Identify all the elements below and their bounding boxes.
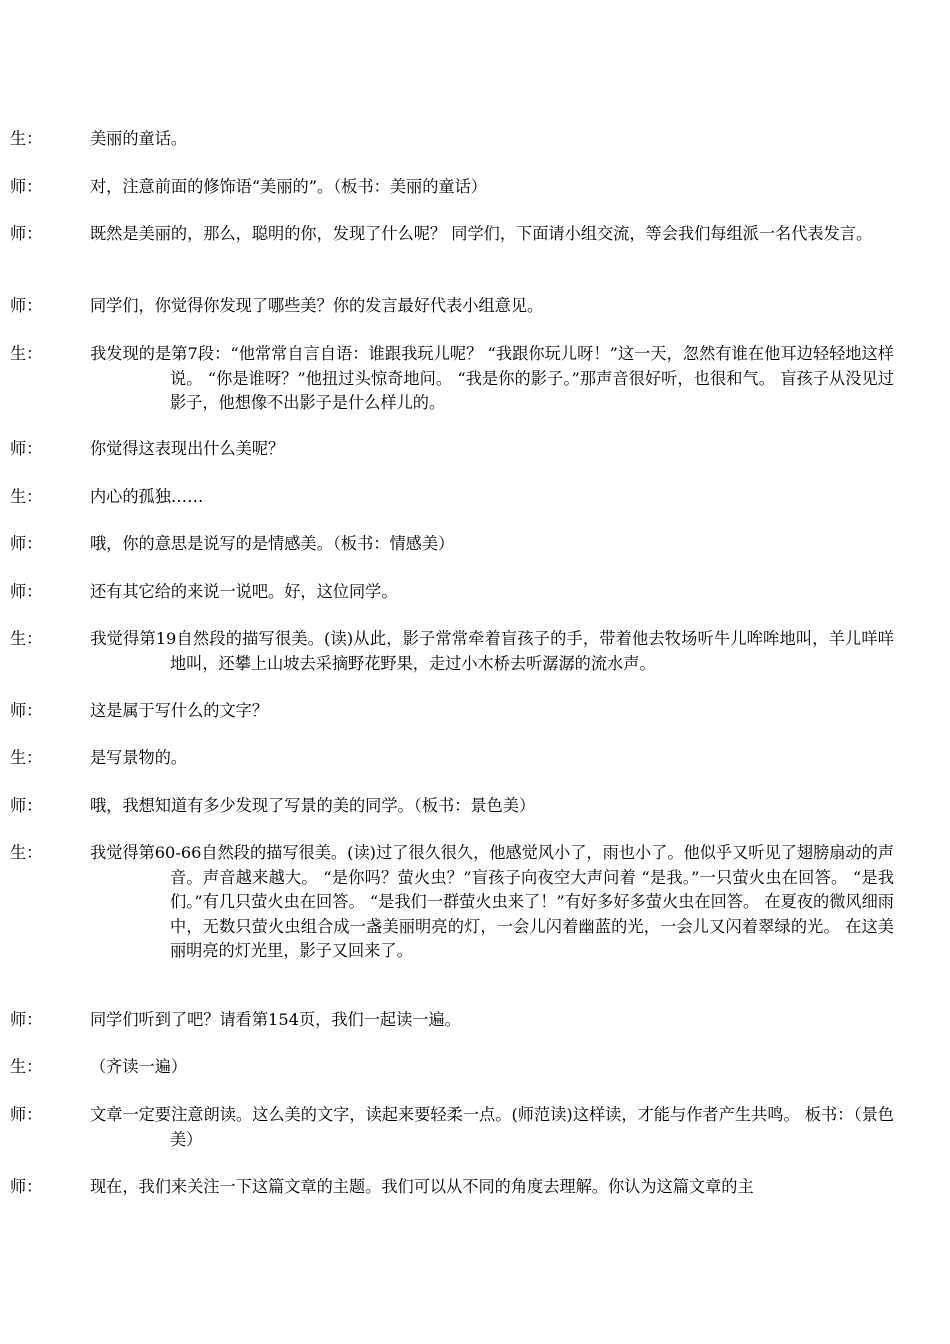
dialogue-paragraph: 师： 哦，你的意思是说写的是情感美。（板书：情感美）: [10, 534, 455, 553]
dialogue-paragraph: 师： 同学们，你觉得你发现了哪些美？你的发言最好代表小组意见。: [10, 296, 544, 315]
paragraph-text: 同学们听到了吧？请看第154页，我们一起读一遍。: [90, 1010, 461, 1029]
paragraph-text: 这是属于写什么的文字？: [90, 701, 269, 720]
paragraph-text: 内心的孤独……: [90, 487, 204, 506]
paragraph-text: 对，注意前面的修饰语“美丽的”。（板书：美丽的童话）: [90, 177, 487, 196]
dialogue-paragraph: 师： 同学们听到了吧？请看第154页，我们一起读一遍。: [10, 1010, 461, 1029]
paragraph-text: 我觉得第19自然段的描写很美。(读)从此，影子常常牵着盲孩子的手，带着他去牧场听牛儿哞哞地叫，羊儿咩咩地叫，还攀上山坡去采摘野花野果，走过小木桥去听潺潺的流水声。: [90, 629, 894, 673]
dialogue-paragraph: 师： 既然是美丽的，那么，聪明的你，发现了什么呢？ 同学们，下面请小组交流，等会我们每组派一名代表发言。: [10, 224, 873, 243]
dialogue-paragraph: 生： （齐读一遍）: [10, 1057, 188, 1076]
dialogue-paragraph: 师： 文章一定要注意朗读。这么美的文字，读起来要轻柔一点。(师范读)这样读，才能与作者产生共鸣。 板书：（景色美）: [10, 1105, 894, 1149]
paragraph-text: 我发现的是第7段：“他常常自言自语：谁跟我玩儿呢？ “我跟你玩儿呀！”这一天，忽然有谁在他耳边轻轻地这样说。 “你是谁呀？”他扭过头惊奇地问。 “我是你的影子。”那声音很好听，也很和气。 盲孩子从没见过影子，他想像不出影子是什么样儿的。: [90, 344, 894, 412]
dialogue-paragraph: 生： 我觉得第60-66自然段的描写很美。(读)过了很久很久，他感觉风小了，雨也小了。他似乎又听见了翅膀扇动的声音。声音越来越大。 “是你吗？萤火虫？”盲孩子向夜空大声问着 “是我。”一只萤火虫在回答。 “是我们。”有几只萤火虫在回答。 “是我们一群萤火虫来了！”有好多好多萤火虫在回答。 在夏夜的微风细雨中，无数只萤火虫组合成一盏美丽明亮的灯，一会儿闪着幽蓝的光，一会儿又闪着翠绿的光。 在这美丽明亮的灯光里，影子又回来了。: [10, 843, 894, 960]
paragraph-text: 还有其它给的来说一说吧。好，这位同学。: [90, 582, 398, 601]
dialogue-paragraph: 师： 现在，我们来关注一下这篇文章的主题。我们可以从不同的角度去理解。你认为这篇文章的主: [10, 1177, 754, 1196]
paragraph-text: 现在，我们来关注一下这篇文章的主题。我们可以从不同的角度去理解。你认为这篇文章的主: [90, 1177, 754, 1196]
dialogue-paragraph: 生： 美丽的童话。: [10, 129, 188, 148]
dialogue-paragraph: 师： 这是属于写什么的文字？: [10, 701, 269, 720]
paragraph-text: 是写景物的。: [90, 748, 188, 767]
paragraph-text: 文章一定要注意朗读。这么美的文字，读起来要轻柔一点。(师范读)这样读，才能与作者产生共鸣。 板书：（景色美）: [90, 1105, 894, 1149]
dialogue-paragraph: 生： 我觉得第19自然段的描写很美。(读)从此，影子常常牵着盲孩子的手，带着他去牧场听牛儿哞哞地叫，羊儿咩咩地叫，还攀上山坡去采摘野花野果，走过小木桥去听潺潺的流水声。: [10, 629, 894, 673]
paragraph-text: 哦，你的意思是说写的是情感美。（板书：情感美）: [90, 534, 455, 553]
dialogue-paragraph: 生： 是写景物的。: [10, 748, 188, 767]
dialogue-paragraph: 生： 我发现的是第7段：“他常常自言自语：谁跟我玩儿呢？ “我跟你玩儿呀！”这一天，忽然有谁在他耳边轻轻地这样说。 “你是谁呀？”他扭过头惊奇地问。 “我是你的影子。”那声音很好听，也很和气。 盲孩子从没见过影子，他想像不出影子是什么样儿的。: [10, 344, 894, 412]
dialogue-paragraph: 师： 哦，我想知道有多少发现了写景的美的同学。（板书：景色美）: [10, 796, 536, 815]
dialogue-paragraph: 师： 还有其它给的来说一说吧。好，这位同学。: [10, 582, 398, 601]
paragraph-text: 我觉得第60-66自然段的描写很美。(读)过了很久很久，他感觉风小了，雨也小了。他似乎又听见了翅膀扇动的声音。声音越来越大。 “是你吗？萤火虫？”盲孩子向夜空大声问着 “是我。”一只萤火虫在回答。 “是我们。”有几只萤火虫在回答。 “是我们一群萤火虫来了！”有好多好多萤火虫在回答。 在夏夜的微风细雨中，无数只萤火虫组合成一盏美丽明亮的灯，一会儿闪着幽蓝的光，一会儿又闪着翠绿的光。 在这美丽明亮的灯光里，影子又回来了。: [90, 843, 894, 960]
dialogue-paragraph: 师： 对，注意前面的修饰语“美丽的”。（板书：美丽的童话）: [10, 177, 487, 196]
paragraph-text: 你觉得这表现出什么美呢？: [90, 439, 285, 458]
paragraph-text: 美丽的童话。: [90, 129, 188, 148]
paragraph-text: 同学们，你觉得你发现了哪些美？你的发言最好代表小组意见。: [90, 296, 544, 315]
paragraph-text: （齐读一遍）: [90, 1057, 188, 1076]
dialogue-paragraph: 生： 内心的孤独……: [10, 487, 204, 506]
paragraph-text: 既然是美丽的，那么，聪明的你，发现了什么呢？ 同学们，下面请小组交流，等会我们每组派一名代表发言。: [90, 224, 873, 243]
paragraph-text: 哦，我想知道有多少发现了写景的美的同学。（板书：景色美）: [90, 796, 536, 815]
dialogue-paragraph: 师： 你觉得这表现出什么美呢？: [10, 439, 285, 458]
